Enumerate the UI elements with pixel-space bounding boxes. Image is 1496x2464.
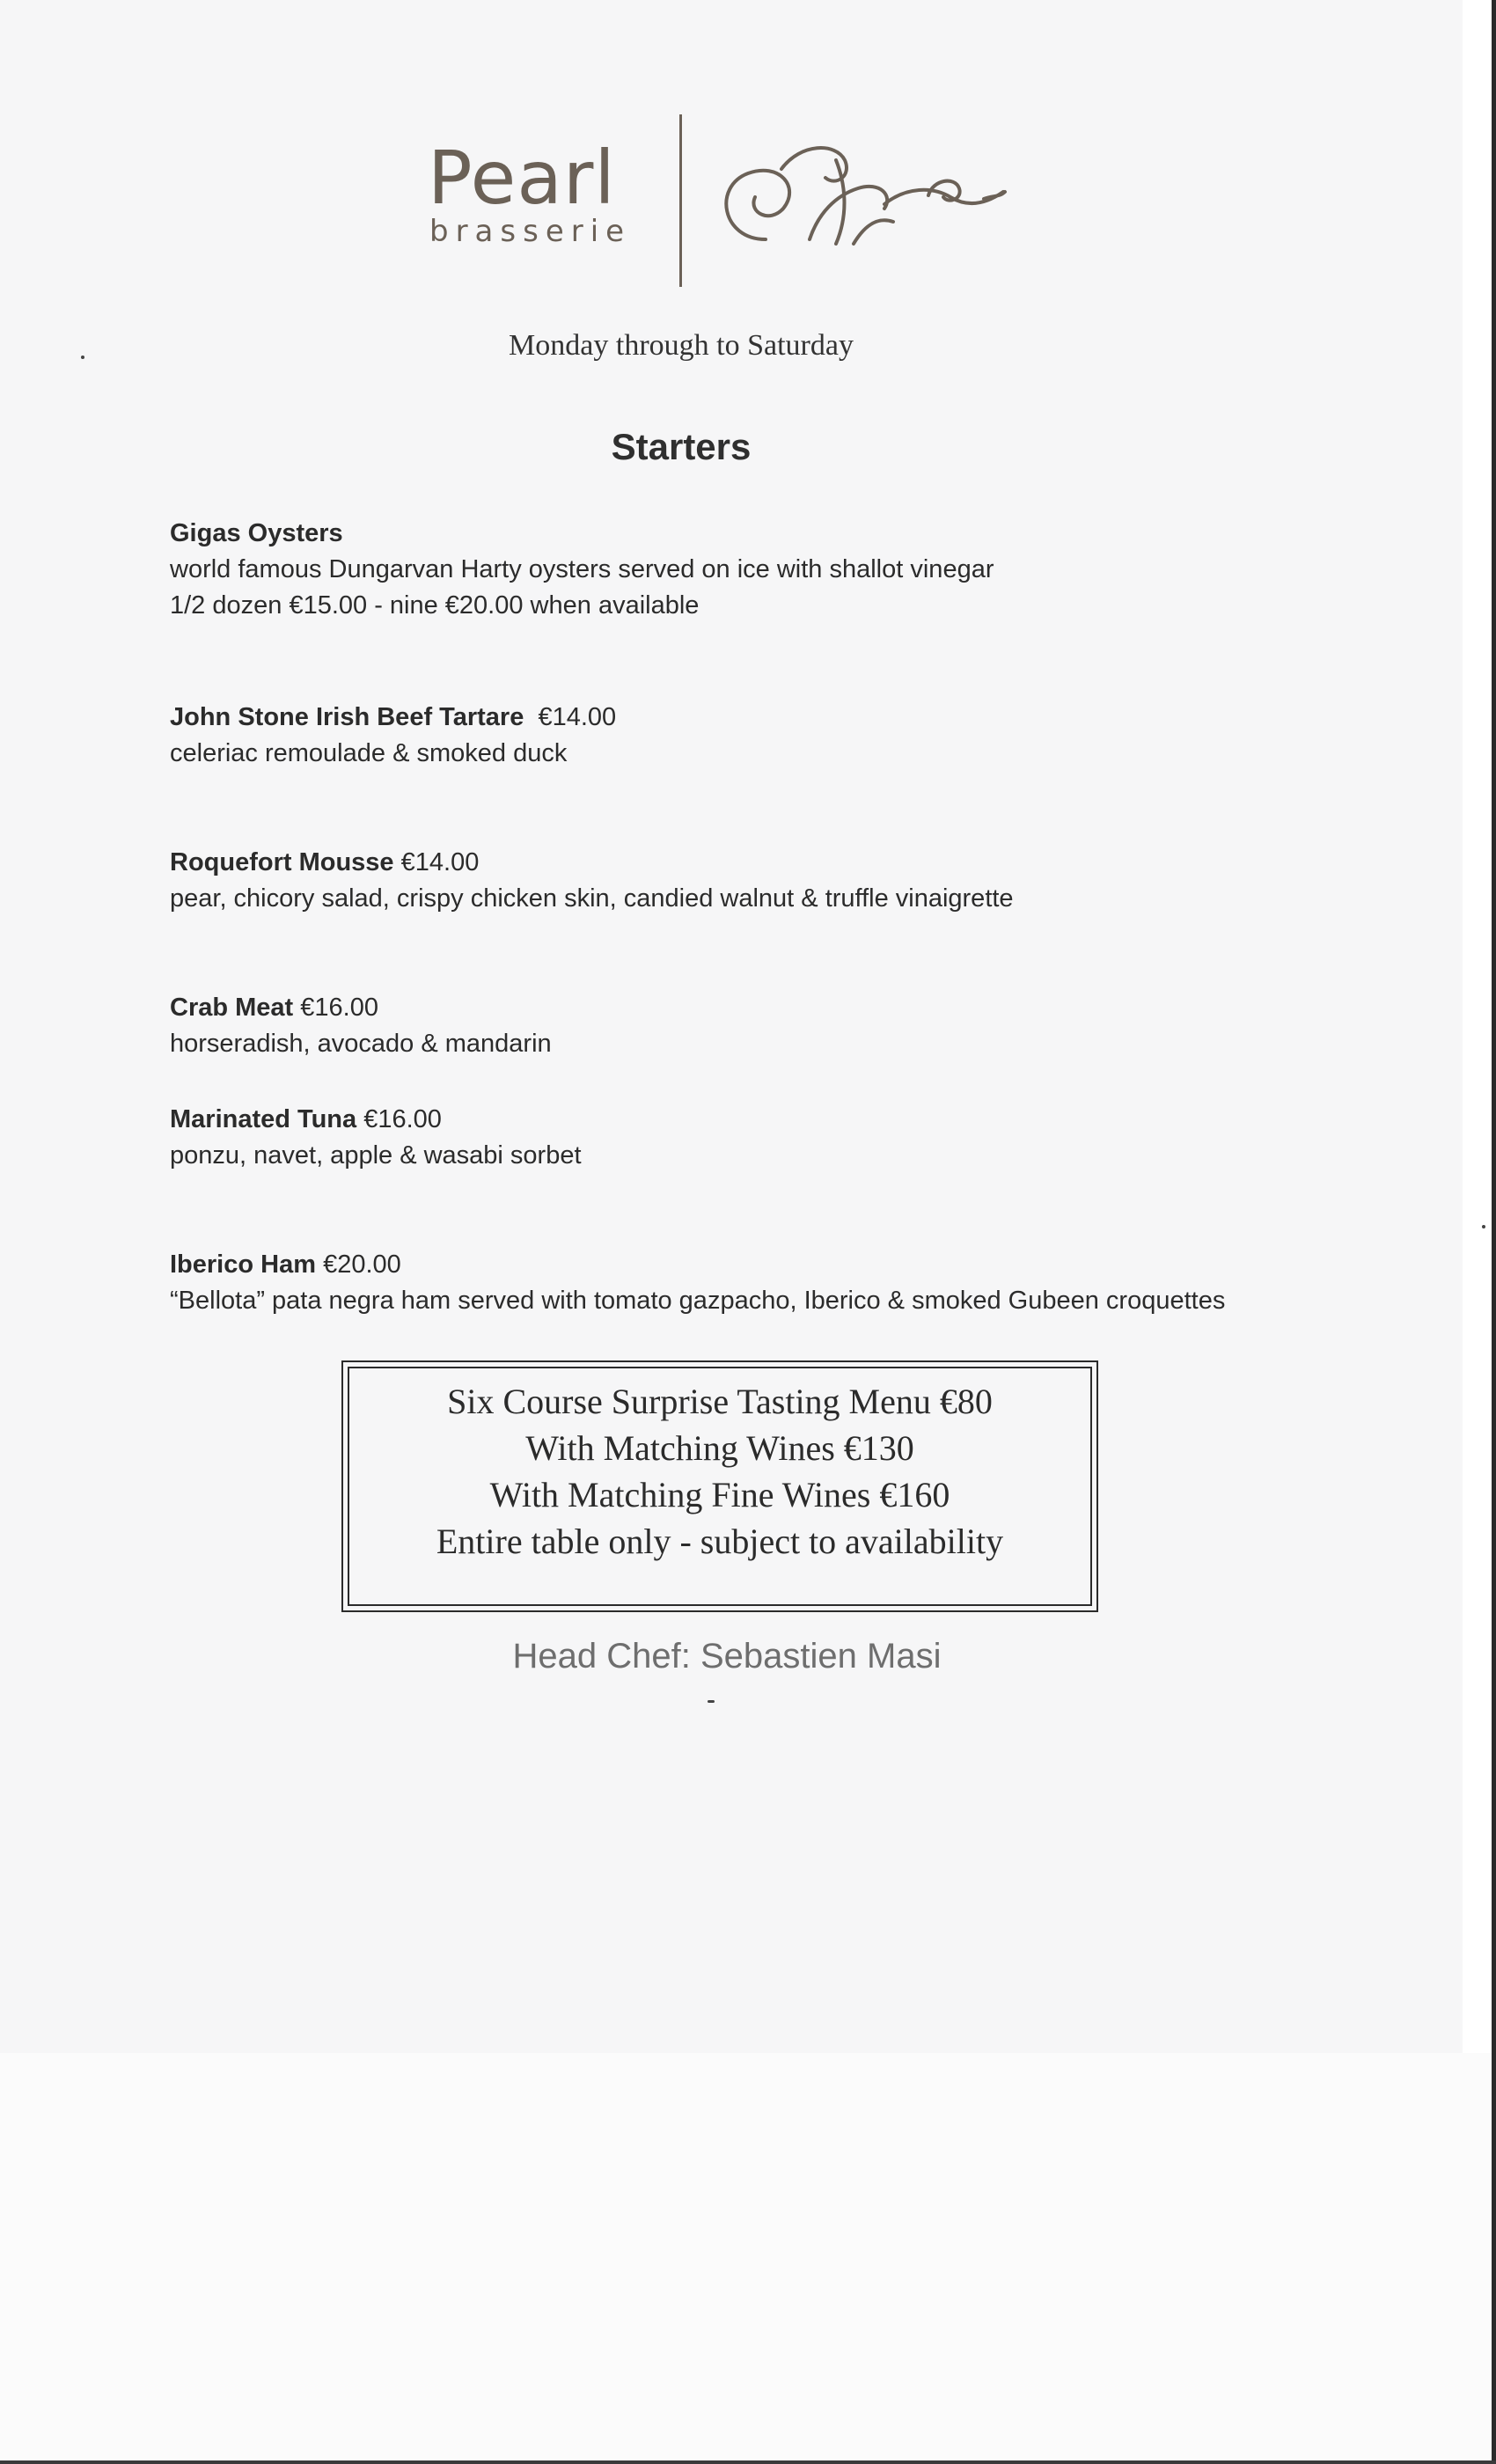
scan-speck xyxy=(1482,1225,1485,1228)
tasting-menu-line: With Matching Fine Wines €160 xyxy=(489,1475,950,1514)
section-title-starters: Starters xyxy=(611,426,752,467)
item-price: €14.00 xyxy=(538,703,617,731)
item-name: John Stone Irish Beef Tartare xyxy=(170,703,524,731)
tasting-menu-line: With Matching Wines €130 xyxy=(525,1428,914,1468)
item-description: ponzu, navet, apple & wasabi sorbet xyxy=(170,1141,582,1170)
item-price: €14.00 xyxy=(400,848,480,876)
logo-name: Pearl xyxy=(428,135,616,221)
scan-speck xyxy=(708,1700,715,1703)
item-description: “Bellota” pata negra ham served with tomato gazpacho, Iberico & smoked Gubeen croquettes xyxy=(170,1287,1226,1315)
schedule-subtitle: Monday through to Saturday xyxy=(509,329,854,362)
menu-item xyxy=(170,516,1367,624)
menu-item xyxy=(170,845,1367,917)
tasting-menu-line: Six Course Surprise Tasting Menu €80 xyxy=(447,1382,993,1421)
menu-item xyxy=(170,1102,1367,1174)
logo-subtitle: brasserie xyxy=(429,214,632,249)
brasserie-logo xyxy=(422,114,1021,290)
item-description: celeriac remoulade & smoked duck xyxy=(170,739,568,767)
item-name: Crab Meat xyxy=(170,994,294,1022)
scan-right-edge xyxy=(1492,0,1496,2464)
logo-divider xyxy=(679,114,682,287)
tasting-menu-text xyxy=(343,1378,1096,1565)
item-price-note: 1/2 dozen €15.00 - nine €20.00 when available xyxy=(170,591,700,620)
menu-item xyxy=(170,700,1367,772)
menu-item xyxy=(170,1247,1367,1319)
item-price: €16.00 xyxy=(300,994,378,1022)
flourish-ornament-icon xyxy=(704,134,1012,257)
item-description: horseradish, avocado & mandarin xyxy=(170,1030,552,1058)
scan-speck xyxy=(81,356,84,359)
item-description: world famous Dungarvan Harty oysters served on ice with shallot vinegar xyxy=(170,555,994,583)
item-description: pear, chicory salad, crispy chicken skin, candied walnut & truffle vinaigrette xyxy=(170,884,1014,913)
item-name: Iberico Ham xyxy=(170,1250,316,1279)
tasting-menu-box xyxy=(341,1360,1098,1612)
item-name: Gigas Oysters xyxy=(170,519,343,547)
head-chef-credit: Head Chef: Sebastien Masi xyxy=(512,1637,942,1676)
item-price: €20.00 xyxy=(323,1250,401,1279)
scan-bottom-edge xyxy=(0,2460,1496,2464)
item-price: €16.00 xyxy=(363,1105,442,1133)
item-name: Roquefort Mousse xyxy=(170,848,394,876)
scan-lower-margin xyxy=(0,2053,1496,2464)
tasting-menu-line: Entire table only - subject to availability xyxy=(436,1522,1004,1561)
item-name: Marinated Tuna xyxy=(170,1105,357,1133)
menu-item xyxy=(170,990,1367,1062)
